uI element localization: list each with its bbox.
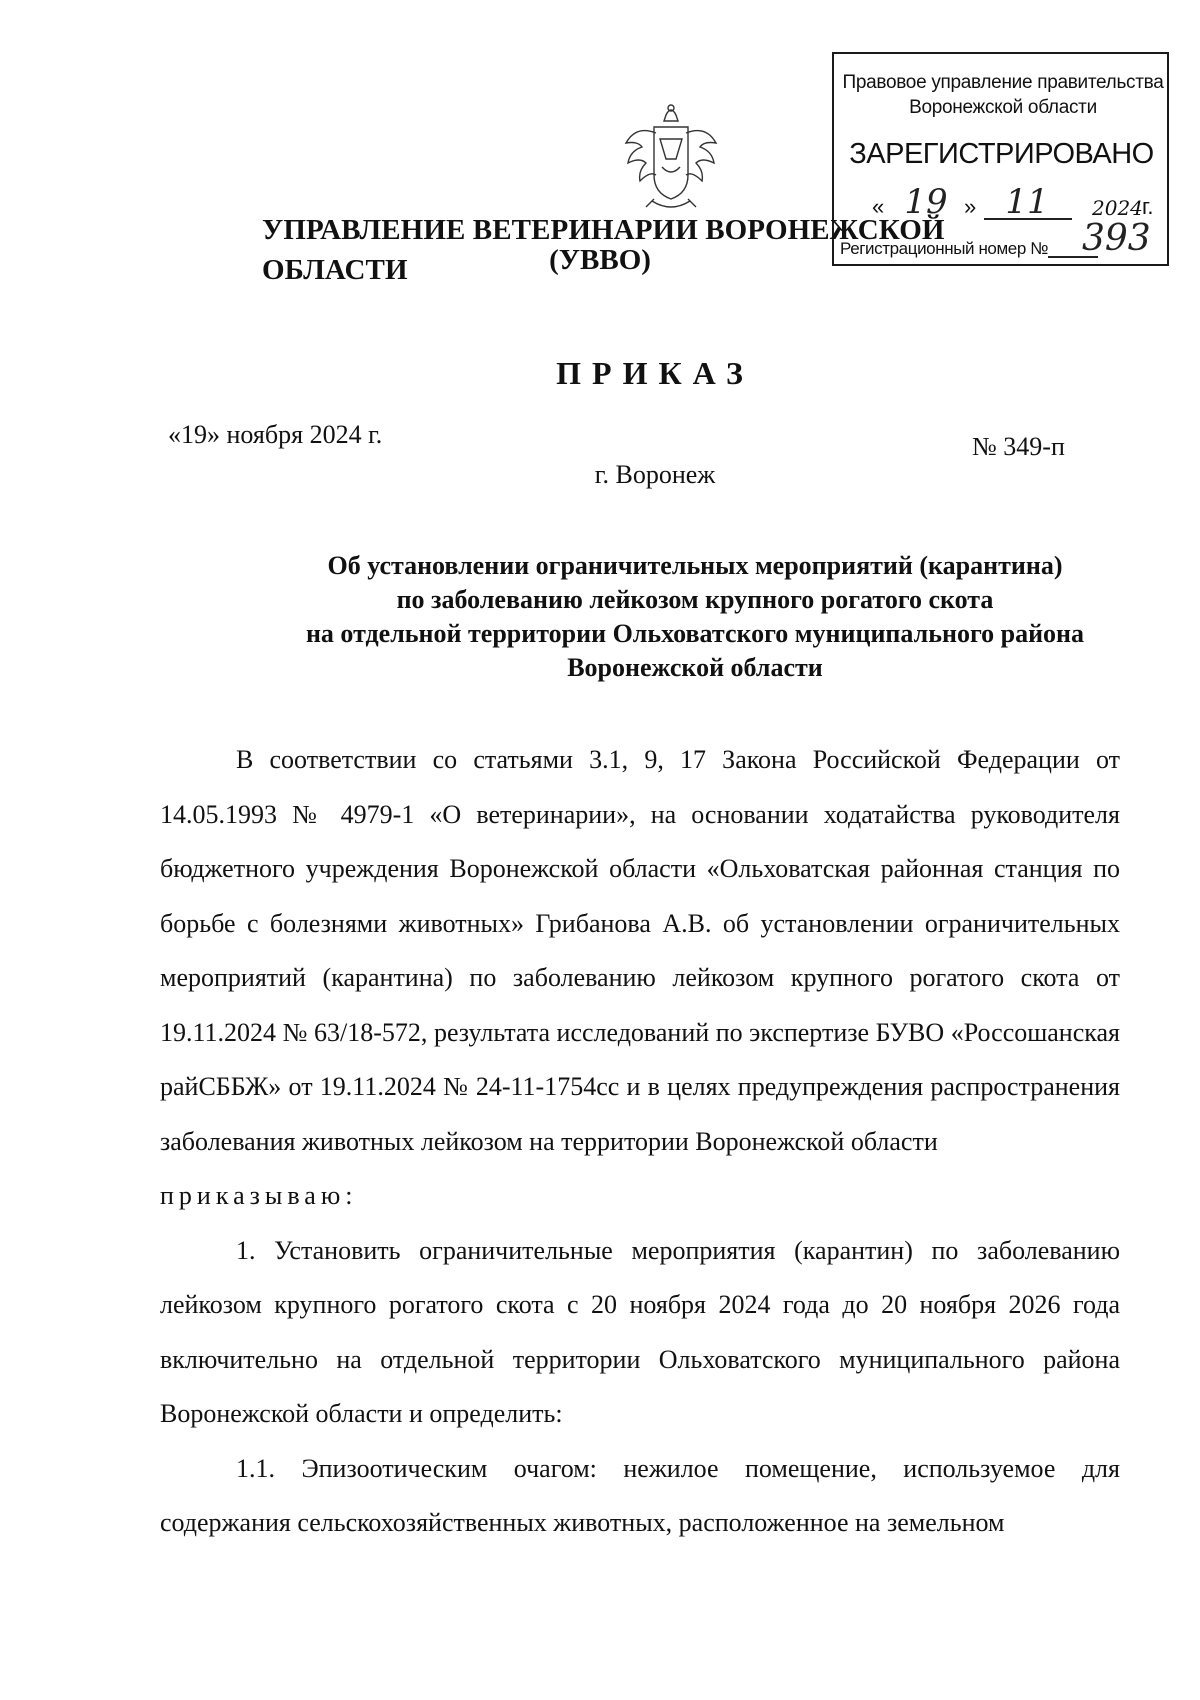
stamp-day: 19	[904, 182, 948, 222]
stamp-year: 2024	[1092, 196, 1143, 220]
coat-of-arms-emblem	[622, 103, 720, 215]
document-body	[160, 733, 1120, 1551]
stamp-registered-label: ЗАРЕГИСТРИРОВАНО	[849, 138, 1154, 170]
subject-line: Об установлении ограничительных мероприятий (карантина)	[327, 551, 1063, 580]
item-1-1-paragraph: 1.1. Эпизоотическим очагом: нежилое помещение, используемое для содержания сельскохозяйственных животных, расположенное на земельном	[160, 1453, 1120, 1537]
item-1-paragraph: 1. Установить ограничительные мероприятия (карантин) по заболеванию лейкозом крупного рогатого скота с 20 ноября 2024 года до 20 ноября 2026 года включительно на отдельной территории Ольховатского муниципального района Воронежской области и определить:	[160, 1235, 1120, 1428]
subject-line: на отдельной территории Ольховатского муниципального района	[305, 619, 1085, 648]
subject-line: по заболеванию лейкозом крупного рогатого скота	[396, 585, 994, 614]
document-city: г. Воронеж	[594, 460, 716, 489]
stamp-number-label: Регистрационный номер №	[840, 239, 1049, 258]
stamp-number: 393	[1082, 218, 1151, 259]
stamp-org-line1: Правовое управление правительства	[842, 72, 1164, 93]
stamp-organization	[842, 70, 1164, 120]
document-title: ПРИКАЗ	[556, 355, 754, 391]
document-date: «19» ноября 2024 г.	[168, 420, 383, 449]
stamp-month: 11	[1005, 182, 1049, 222]
organization-name: УПРАВЛЕНИЕ ВЕТЕРИНАРИИ ВОРОНЕЖСКОЙ ОБЛАСТИ	[262, 214, 945, 286]
stamp-year-suffix: г.	[1142, 194, 1154, 219]
subject-line: Воронежской области	[567, 653, 823, 682]
document-subject	[160, 549, 1120, 685]
order-word: приказываю:	[160, 1181, 358, 1210]
organization-abbreviation: (УВВО)	[549, 244, 651, 276]
preamble-paragraph: В соответствии со статьями 3.1, 9, 17 Закона Российской Федерации от 14.05.1993 № 4979-1 «О ветеринарии», на основании ходатайства руководителя бюджетного учреждения Воронежской области «Ольховатская районная станция по борьбе с болезнями животных» Грибанова А.В. об установлении ограничительных мероприятий (карантина) по заболеванию лейкозом крупного рогатого скота от 19.11.2024 № 63/18-572, результата исследований по экспертизе БУВО «Россошанская райСББЖ» от 19.11.2024 № 24-11-1754сс и в целях предупреждения распространения заболевания животных лейкозом на территории Воронежской области	[160, 745, 1120, 1156]
stamp-org-line2: Воронежской области	[909, 97, 1097, 118]
stamp-quote-open: «	[872, 194, 885, 219]
document-number: № 349-п	[972, 432, 1065, 461]
stamp-quote-close: »	[964, 194, 977, 219]
